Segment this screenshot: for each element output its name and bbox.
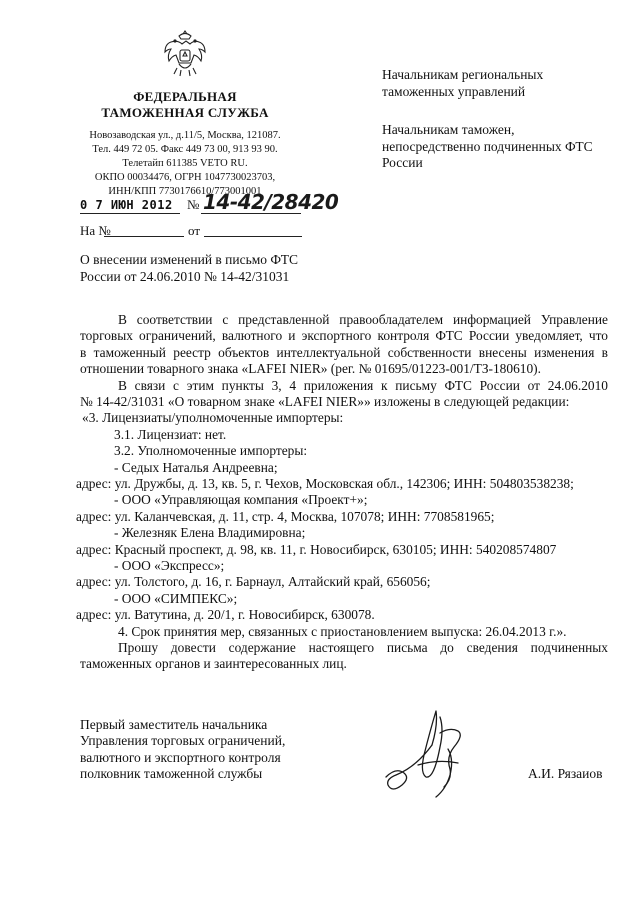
signatory-title-line: Управления торговых ограничений, — [80, 733, 286, 749]
list-item: 3.2. Уполномоченные импортеры: — [114, 443, 308, 459]
signatory-title-line: полковник таможенной службы — [80, 766, 263, 782]
body-line: таможенных органов и заинтересованных лиц. — [80, 656, 347, 672]
ref-date-field — [204, 236, 302, 237]
date-underline — [80, 213, 180, 214]
subject-line: России от 24.06.2010 № 14-42/31031 — [80, 268, 290, 284]
addressee-line: Начальникам региональных — [382, 67, 544, 82]
body-line: торговых ограничений, валютного и экспортного контроля ФТС России уведомляет, что — [80, 328, 608, 344]
letter-body — [76, 312, 608, 672]
list-item: «3. Лицензиаты/уполномоченные импортеры: — [82, 410, 344, 426]
list-item: 3.1. Лицензиат: нет. — [114, 426, 227, 442]
list-item: адрес: ул. Дружбы, д. 13, кв. 5, г. Чехов, Московская обл., 142306; ИНН: 504803538238; — [76, 476, 574, 491]
ref-number-field — [104, 236, 184, 237]
address-line: Телетайп 611385 VETO RU. — [122, 158, 248, 169]
number-label: № — [187, 197, 200, 212]
number-underline — [201, 213, 301, 214]
signatory-title — [80, 717, 285, 783]
address-line: Тел. 449 72 05. Факс 449 73 00, 913 93 90. — [92, 144, 278, 155]
body-line: В связи с этим пункты 3, 4 приложения к письму ФТС России от 24.06.2010 — [118, 377, 608, 393]
list-item: - Седых Наталья Андреевна; — [114, 459, 278, 475]
list-item: адрес: ул. Ватутина, д. 20/1, г. Новосибирск, 630078. — [76, 607, 375, 623]
body-line: В соответствии с представленной правообладателем информацией Управление — [118, 312, 608, 327]
addressee-line: России — [382, 155, 423, 170]
ref-number-label: На № — [80, 223, 111, 238]
body-line: Прошу довести содержание настоящего письма до сведения подчиненных — [118, 640, 608, 655]
handwritten-number: 14-42/28420 — [203, 190, 339, 214]
subject-line: О внесении изменений в письмо ФТС — [80, 252, 299, 267]
address-line: ОКПО 00034476, ОГРН 1047730023703, — [94, 172, 276, 183]
list-item: адрес: ул. Толстого, д. 16, г. Барнаул, Алтайский край, 656056; — [76, 574, 431, 590]
list-item: - Железняк Елена Владимировна; — [114, 525, 306, 541]
addressee-line: Начальникам таможен, — [382, 122, 515, 137]
signatory-title-line: Первый заместитель начальника — [80, 717, 268, 732]
body-line: отношении товарного знака «LAFEI NIER» (рег. № 01695/01223-001/ТЗ-180610). — [80, 361, 541, 377]
list-item: - ООО «СИМПЕКС»; — [114, 590, 238, 606]
list-item: 4. Срок принятия мер, связанных с приостановлением выпуска: 26.04.2013 г.». — [118, 623, 567, 639]
subject — [80, 252, 298, 285]
address-line: Новозаводская ул., д.11/5, Москва, 121087. — [89, 130, 281, 141]
letterhead-address — [78, 129, 292, 199]
org-name-line1: ФЕДЕРАЛЬНАЯ — [133, 89, 237, 104]
body-line: № 14-42/31031 «О товарном знаке «LAFEI NIER»» изложены в следующей редакции: — [80, 394, 570, 409]
list-item: - ООО «Экспресс»; — [114, 558, 225, 573]
handwritten-signature — [378, 705, 488, 805]
date-stamp: 0 7 ИЮН 2012 — [80, 198, 173, 212]
org-name-line2: ТАМОЖЕННАЯ СЛУЖБА — [101, 105, 269, 120]
signatory-name: А.И. Рязаиов — [528, 766, 603, 781]
addressee-regional — [382, 67, 543, 100]
address-line: ИНН/КПП 7730176610/773001001 — [108, 186, 262, 197]
list-item: адрес: Красный проспект, д. 98, кв. 11, г. Новосибирск, 630105; ИНН: 540208574807 — [76, 541, 557, 557]
addressee-line: непосредственно подчиненных ФТС — [382, 138, 593, 154]
addressee-customs — [382, 122, 593, 172]
list-item: - ООО «Управляющая компания «Проект+»; — [114, 492, 368, 508]
ref-from-label: от — [188, 223, 201, 238]
list-item: адрес: ул. Каланчевская, д. 11, стр. 4, Москва, 107078; ИНН: 7708581965; — [76, 508, 495, 524]
body-line: в таможенный реестр объектов интеллектуальной собственности внесены изменения в — [80, 344, 608, 360]
coat-of-arms-emblem — [163, 30, 207, 78]
signatory-title-line: валютного и экспортного контроля — [80, 749, 281, 765]
addressee-line: таможенных управлений — [382, 83, 526, 99]
